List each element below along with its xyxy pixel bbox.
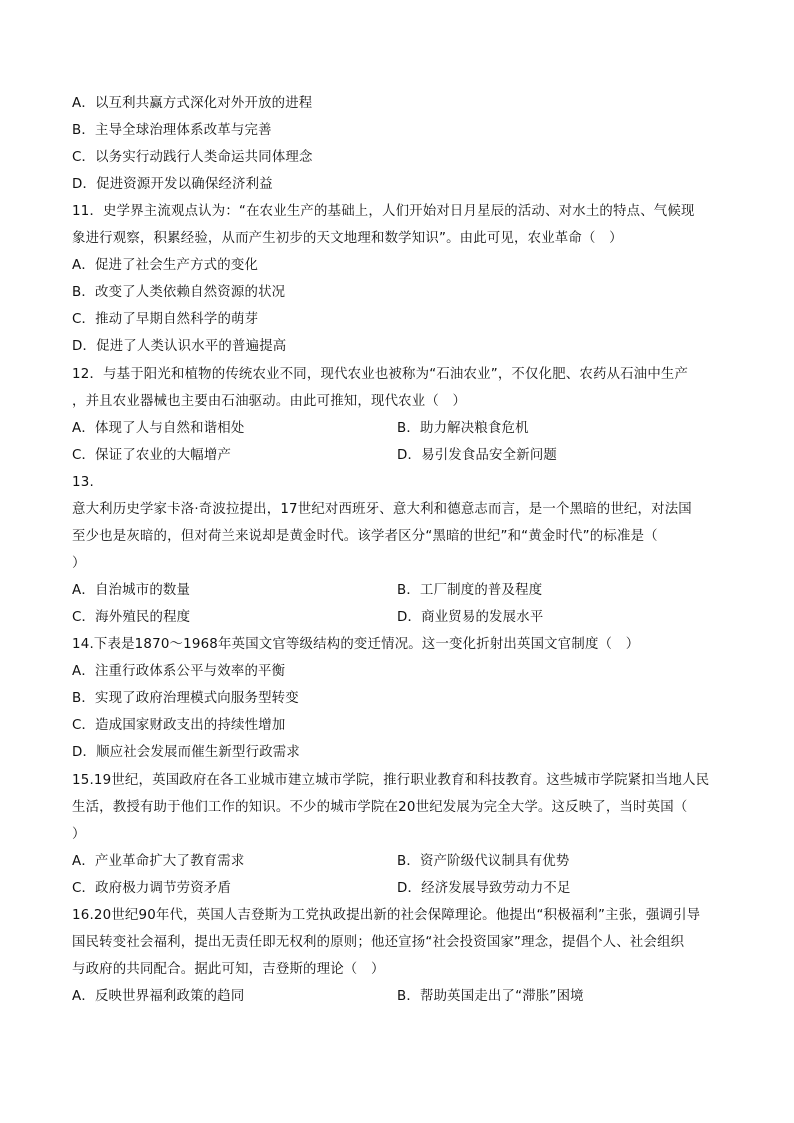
q14-option-d: D．顺应社会发展而催生新型行政需求 bbox=[72, 745, 300, 760]
q10-option-d: D．促进资源开发以确保经济利益 bbox=[72, 177, 273, 192]
q16-stem-line3: 与政府的共同配合。据此可知，吉登斯的理论（ ） bbox=[72, 962, 385, 977]
q15-stem-line3: ） bbox=[72, 827, 86, 842]
q15-option-b: B．资产阶级代议制具有优势 bbox=[397, 854, 570, 869]
q11-option-a: A．促进了社会生产方式的变化 bbox=[72, 258, 259, 273]
q16-stem-line1: 16.20世纪90年代，英国人吉登斯为工党执政提出新的社会保障理论。他提出“积极福利”主张，强调引导 bbox=[72, 908, 701, 923]
q14-stem-line1: 14.下表是1870～1968年英国文官等级结构的变迁情况。这一变化折射出英国文官制度（ ） bbox=[72, 637, 640, 652]
q13-stem-line2: 至少也是灰暗的，但对荷兰来说却是黄金时代。该学者区分“黑暗的世纪”和“黄金时代”的标准是（ bbox=[72, 529, 658, 544]
q13-option-a: A．自治城市的数量 bbox=[72, 583, 191, 598]
q12-stem-line1: 12．与基于阳光和植物的传统农业不同，现代农业也被称为“石油农业”，不仅化肥、农药从石油中生产 bbox=[72, 367, 689, 382]
q16-stem-line2: 国民转变社会福利，提出无责任即无权利的原则；他还宣扬“社会投资国家”理念，提倡个人、社会组织 bbox=[72, 935, 685, 950]
q13-option-c: C．海外殖民的程度 bbox=[72, 610, 191, 625]
q14-option-b: B．实现了政府治理模式向服务型转变 bbox=[72, 691, 299, 706]
q10-option-b: B．主导全球治理体系改革与完善 bbox=[72, 123, 272, 138]
q13-option-b: B．工厂制度的普及程度 bbox=[397, 583, 543, 598]
q11-stem-line2: 象进行观察，积累经验，从而产生初步的天文地理和数学知识”。由此可见，农业革命（ ） bbox=[72, 231, 623, 246]
q14-option-c: C．造成国家财政支出的持续性增加 bbox=[72, 718, 286, 733]
q10-option-a: A．以互利共赢方式深化对外开放的进程 bbox=[72, 96, 313, 111]
q11-option-c: C．推动了早期自然科学的萌芽 bbox=[72, 312, 259, 327]
q12-option-b: B．助力解决粮食危机 bbox=[397, 421, 529, 436]
q12-option-a: A．体现了人与自然和谐相处 bbox=[72, 421, 245, 436]
q10-option-c: C．以务实行动践行人类命运共同体理念 bbox=[72, 150, 313, 165]
q11-option-b: B．改变了人类依赖自然资源的状况 bbox=[72, 285, 286, 300]
q11-stem-line1: 11．史学界主流观点认为：“在农业生产的基础上，人们开始对日月星辰的活动、对水土的特点、气候现 bbox=[72, 204, 695, 219]
q11-option-d: D．促进了人类认识水平的普遍提高 bbox=[72, 339, 287, 354]
q14-option-a: A．注重行政体系公平与效率的平衡 bbox=[72, 664, 286, 679]
q13-number: 13. bbox=[72, 475, 94, 490]
q16-option-b: B．帮助英国走出了“滞胀”困境 bbox=[397, 989, 584, 1004]
q15-option-d: D．经济发展导致劳动力不足 bbox=[397, 881, 571, 896]
q13-option-d: D．商业贸易的发展水平 bbox=[397, 610, 544, 625]
q13-stem-line1: 意大利历史学家卡洛·奇波拉提出，17世纪对西班牙、意大利和德意志而言，是一个黑暗的世纪，对法国 bbox=[72, 502, 692, 517]
q15-stem-line2: 生活，教授有助于他们工作的知识。不少的城市学院在20世纪发展为完全大学。这反映了，当时英国（ bbox=[72, 800, 688, 815]
q13-stem-line3: ） bbox=[72, 556, 86, 571]
q15-option-a: A．产业革命扩大了教育需求 bbox=[72, 854, 245, 869]
q15-option-c: C．政府极力调节劳资矛盾 bbox=[72, 881, 232, 896]
q16-option-a: A．反映世界福利政策的趋同 bbox=[72, 989, 245, 1004]
q12-stem-line2: ，并且农业器械也主要由石油驱动。由此可推知，现代农业（ ） bbox=[72, 394, 467, 409]
q15-stem-line1: 15.19世纪，英国政府在各工业城市建立城市学院，推行职业教育和科技教育。这些城市学院紧扣当地人民 bbox=[72, 773, 710, 788]
q12-option-c: C．保证了农业的大幅增产 bbox=[72, 448, 232, 463]
q12-option-d: D．易引发食品安全新问题 bbox=[397, 448, 558, 463]
